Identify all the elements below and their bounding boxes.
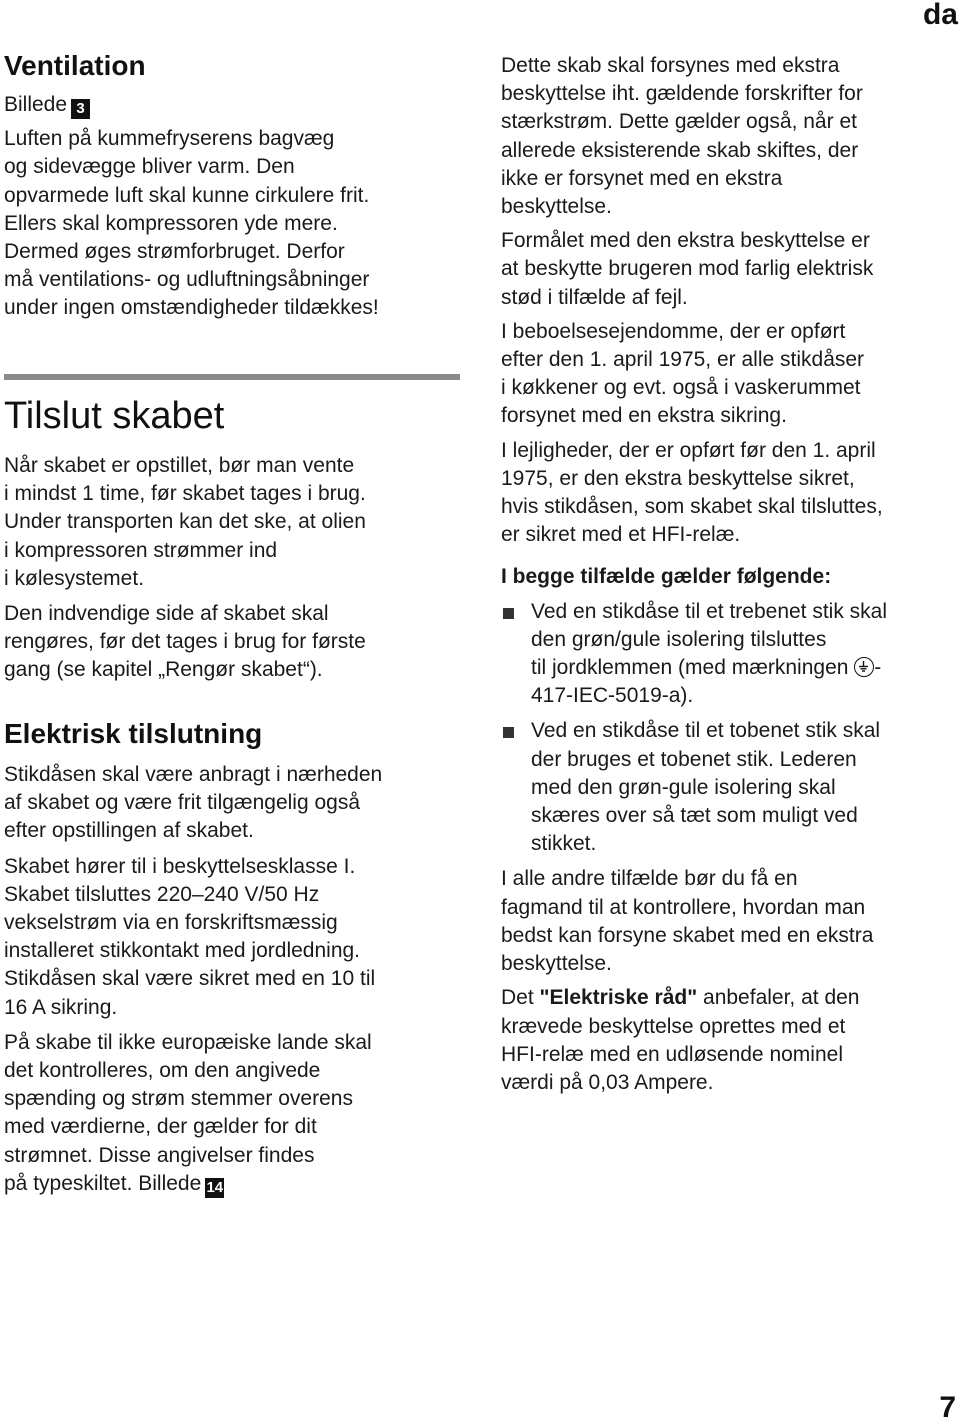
text-line: HFI-relæ med en udløsende nominel bbox=[501, 1042, 843, 1066]
text-line: der bruges et tobenet stik. Lederen bbox=[531, 747, 857, 771]
list-item bbox=[501, 717, 956, 858]
figure-reference-label: på typeskiltet. Billede bbox=[4, 1171, 202, 1195]
text-line: må ventilations- og udluftningsåbninger bbox=[4, 268, 370, 292]
text-line: Skabet hører til i beskyttelsesklasse I. bbox=[4, 854, 356, 878]
text-line: Under transporten kan det ske, at olien bbox=[4, 510, 366, 534]
text-line: Ellers skal kompressoren yde mere. bbox=[4, 211, 338, 235]
connect-heading: Tilslut skabet bbox=[4, 395, 225, 437]
text-line: stærkstrøm. Dette gælder også, når et bbox=[501, 110, 857, 134]
subheading: I begge tilfælde gælder følgende: bbox=[501, 565, 832, 589]
language-tag: da bbox=[922, 0, 958, 31]
text-line: I alle andre tilfælde bør du få en bbox=[501, 867, 798, 891]
text-line: strømnet. Disse angivelser findes bbox=[4, 1143, 315, 1167]
text-line bbox=[531, 654, 956, 682]
text-line: Ved en stikdåse til et tobenet stik skal bbox=[531, 719, 881, 743]
text-line: rengøres, før det tages i brug for første bbox=[4, 630, 366, 654]
text-line: forsynet med en ekstra sikring. bbox=[501, 404, 787, 428]
text-fragment: til jordklemmen (med mærkningen bbox=[531, 656, 849, 680]
text-line: efter den 1. april 1975, er alle stikdåser bbox=[501, 348, 865, 372]
ventilation-section bbox=[4, 49, 460, 323]
electric-paragraph-1 bbox=[4, 761, 460, 846]
protection-paragraph-5 bbox=[501, 865, 956, 978]
text-line: under ingen omstændigheder tildækkes! bbox=[4, 296, 379, 320]
connect-paragraph-2 bbox=[4, 600, 460, 685]
ground-symbol-icon bbox=[854, 657, 874, 677]
electric-paragraph-3 bbox=[4, 1029, 460, 1198]
bullet-square-icon bbox=[503, 608, 514, 619]
text-line: i kølesystemet. bbox=[4, 566, 145, 590]
text-line: I beboelsesejendomme, der er opført bbox=[501, 319, 846, 343]
text-line: i mindst 1 time, før skabet tages i brug. bbox=[4, 482, 366, 506]
text-line: Stikdåsen skal være sikret med en 10 til bbox=[4, 967, 376, 991]
text-line: stikket. bbox=[531, 832, 597, 856]
text-line: i kompressoren strømmer ind bbox=[4, 538, 278, 562]
figure-number-badge: 14 bbox=[206, 1178, 224, 1196]
page-number: 7 bbox=[939, 1391, 956, 1424]
text-line: er sikret med et HFI-relæ. bbox=[501, 523, 741, 547]
text-line: beskyttelse iht. gældende forskrifter for bbox=[501, 82, 863, 106]
text-line: med den grøn-gule isolering skal bbox=[531, 775, 836, 799]
text-line: Skabet tilsluttes 220–240 V/50 Hz bbox=[4, 882, 320, 906]
protection-paragraph-4 bbox=[501, 437, 956, 550]
text-fragment: Det bbox=[501, 986, 540, 1010]
text-line: I lejligheder, der er opført før den 1. april bbox=[501, 438, 876, 462]
text-line: efter opstillingen af skabet. bbox=[4, 819, 254, 843]
text-line: På skabe til ikke europæiske lande skal bbox=[4, 1030, 372, 1054]
protection-paragraph-6 bbox=[501, 984, 956, 1097]
text-line: 16 A sikring. bbox=[4, 995, 118, 1019]
text-line: beskyttelse. bbox=[501, 952, 612, 976]
text-line: den grøn/gule isolering tilsluttes bbox=[531, 627, 827, 651]
protection-paragraph-1 bbox=[501, 52, 956, 221]
text-line: Den indvendige side af skabet skal bbox=[4, 602, 329, 626]
section-divider bbox=[4, 374, 460, 380]
text-line: 1975, er den ekstra beskyttelse sikret, bbox=[501, 466, 855, 490]
protection-paragraph-2 bbox=[501, 227, 956, 312]
text-line: Når skabet er opstillet, bør man vente bbox=[4, 454, 355, 477]
electric-paragraph-2 bbox=[4, 853, 460, 1022]
text-line: værdi på 0,03 Ampere. bbox=[501, 1070, 714, 1094]
text-line: Luften på kummefryserens bagvæg bbox=[4, 127, 335, 151]
connect-section bbox=[4, 394, 460, 685]
text-line: Formålet med den ekstra beskyttelse er bbox=[501, 229, 870, 253]
figure-reference-label: Billede bbox=[4, 93, 68, 116]
text-line: Dermed øges strømforbruget. Derfor bbox=[4, 240, 345, 264]
ventilation-paragraph bbox=[4, 125, 460, 322]
figure-reference bbox=[4, 91, 460, 119]
list-item bbox=[501, 598, 956, 711]
text-line: spænding og strøm stemmer overens bbox=[4, 1087, 353, 1111]
protection-paragraph-3 bbox=[501, 318, 956, 431]
text-line: gang (se kapitel „Rengør skabet“). bbox=[4, 658, 323, 682]
text-line: krævede beskyttelse oprettes med et bbox=[501, 1014, 846, 1038]
figure-number-badge: 3 bbox=[71, 99, 90, 119]
bullet-square-icon bbox=[503, 727, 514, 738]
text-line: beskyttelse. bbox=[501, 195, 612, 219]
text-line: installeret stikkontakt med jordledning. bbox=[4, 939, 361, 963]
electric-section bbox=[4, 717, 460, 1198]
text-fragment: - bbox=[874, 656, 882, 680]
text-line: Dette skab skal forsynes med ekstra bbox=[501, 54, 840, 77]
electric-heading: Elektrisk tilslutning bbox=[4, 718, 263, 749]
text-line: allerede eksisterende skab skiftes, der bbox=[501, 138, 859, 162]
text-line: med værdierne, der gælder for dit bbox=[4, 1115, 317, 1139]
text-line: og sidevægge bliver varm. Den bbox=[4, 155, 295, 179]
text-line: vekselstrøm via en forskriftsmæssig bbox=[4, 911, 338, 935]
text-line: fagmand til at kontrollere, hvordan man bbox=[501, 895, 866, 919]
text-line: bedst kan forsyne skabet med en ekstra bbox=[501, 923, 874, 947]
text-line: at beskytte brugeren mod farlig elektrisk bbox=[501, 257, 874, 281]
text-line: opvarmede luft skal kunne cirkulere frit. bbox=[4, 183, 370, 207]
text-line: hvis stikdåsen, som skabet skal tilsluttes, bbox=[501, 495, 883, 519]
text-line bbox=[4, 1170, 460, 1198]
text-line: stød i tilfælde af fejl. bbox=[501, 285, 688, 309]
text-line: Ved en stikdåse til et trebenet stik skal bbox=[531, 599, 888, 623]
text-line: ikke er forsynet med en ekstra bbox=[501, 166, 783, 190]
text-line: skæres over så tæt som muligt ved bbox=[531, 804, 858, 828]
text-line: det kontrolleres, om den angivede bbox=[4, 1059, 321, 1083]
text-line bbox=[501, 984, 956, 1012]
text-fragment: anbefaler, at den bbox=[697, 986, 860, 1010]
text-line: i køkkener og evt. også i vaskerummet bbox=[501, 376, 861, 400]
text-line: Stikdåsen skal være anbragt i nærheden bbox=[4, 763, 383, 786]
emphasis-text: "Elektriske råd" bbox=[539, 986, 698, 1010]
text-line: af skabet og være frit tilgængelig også bbox=[4, 791, 361, 815]
ventilation-heading: Ventilation bbox=[4, 50, 146, 81]
right-text-flow bbox=[501, 52, 956, 1097]
text-line: 417-IEC-5019-a). bbox=[531, 684, 694, 708]
connect-paragraph-1 bbox=[4, 452, 460, 593]
